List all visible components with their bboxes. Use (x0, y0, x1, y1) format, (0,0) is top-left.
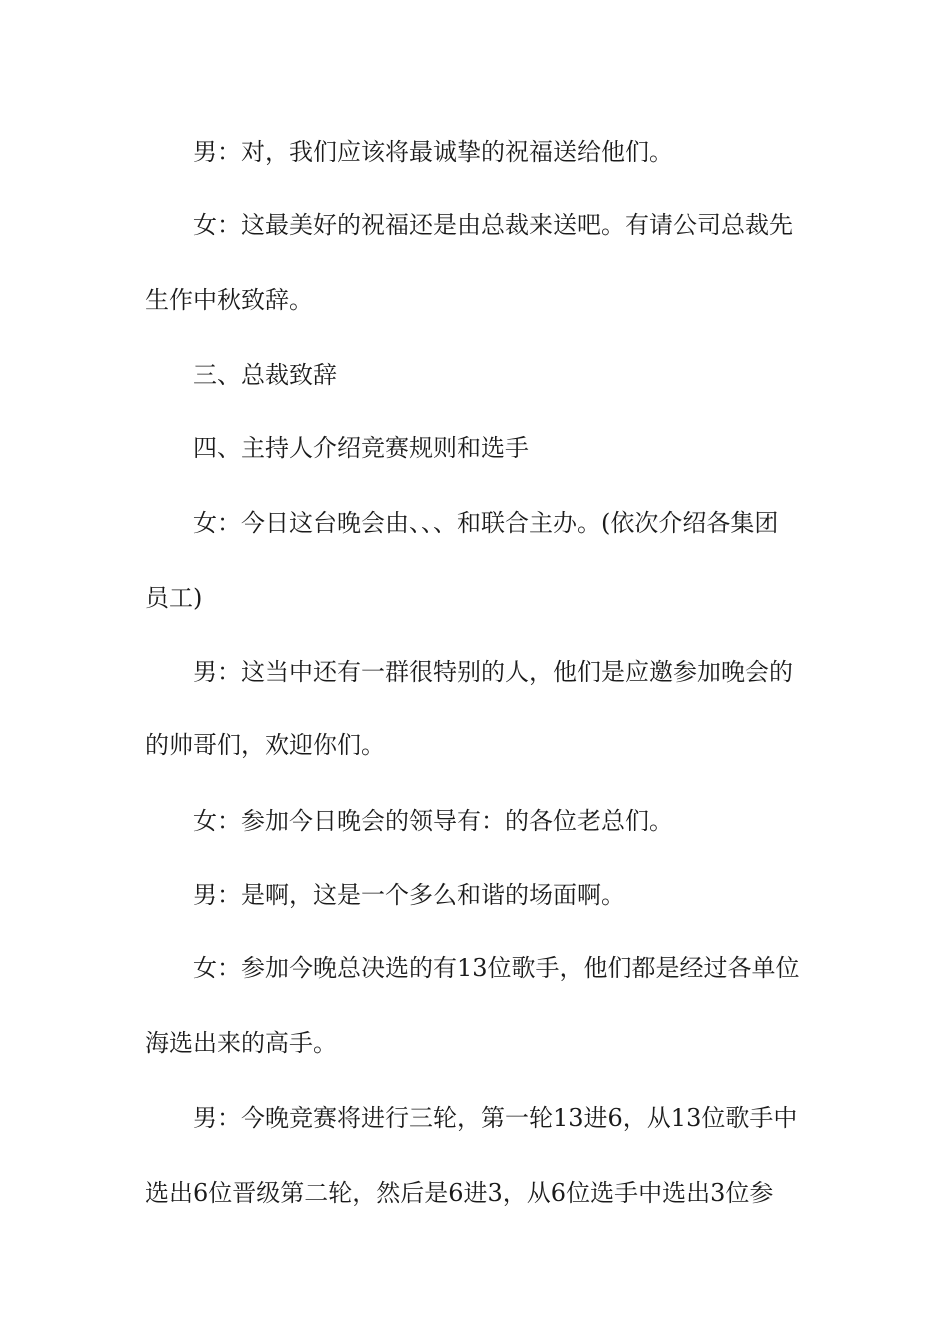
section-heading-line: 四、主持人介绍竞赛规则和选手 (193, 434, 529, 462)
paragraph-line: 女：参加今晚总决选的有13位歌手，他们都是经过各单位 (193, 954, 800, 982)
paragraph-line: 选出6位晋级第二轮，然后是6进3，从6位选手中选出3位参 (145, 1179, 774, 1207)
paragraph-line: 男：是啊，这是一个多么和谐的场面啊。 (193, 881, 625, 909)
paragraph-line: 海选出来的高手。 (145, 1029, 337, 1057)
paragraph-line: 的帅哥们，欢迎你们。 (145, 731, 385, 759)
paragraph-line: 女：今日这台晚会由、、、和联合主办。(依次介绍各集团 (193, 509, 779, 537)
paragraph-line: 女：这最美好的祝福还是由总裁来送吧。有请公司总裁先 (193, 211, 793, 239)
paragraph-line: 女：参加今日晚会的领导有：的各位老总们。 (193, 807, 673, 835)
paragraph-line: 男：今晚竞赛将进行三轮，第一轮13进6，从13位歌手中 (193, 1104, 798, 1132)
paragraph-line: 员工) (145, 584, 203, 612)
paragraph-line: 生作中秋致辞。 (145, 286, 313, 314)
paragraph-line: 男：这当中还有一群很特别的人，他们是应邀参加晚会的 (193, 658, 793, 686)
paragraph-line: 男：对，我们应该将最诚挚的祝福送给他们。 (193, 138, 673, 166)
section-heading-line: 三、总裁致辞 (193, 361, 337, 389)
